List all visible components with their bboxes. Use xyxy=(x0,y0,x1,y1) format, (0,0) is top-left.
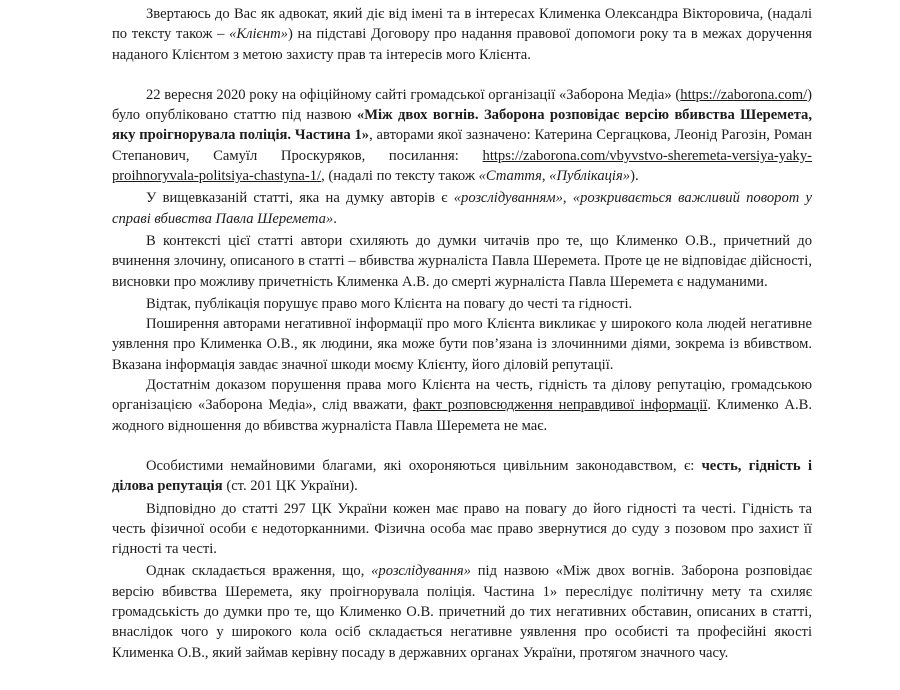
article-alias: «Стаття, «Публікація» xyxy=(478,168,631,185)
client-term: «Клієнт» xyxy=(229,26,288,43)
publication-text-c: , авторами якої зазначено: Катерина Сергацкова, Леонід Рагозін, Роман Степанович, Самуїл Проскуряков, посилання: xyxy=(112,127,812,164)
impression-text-b: під назвою «Між двох вогнів. Заборона розповідає версію вбивства Шеремета, яку проігнорувала поліція. Частина 1» переслідує політичну мету та схиляє громадськість до думки про те, що Клименко О.В. причетний до тих негативних обставин, описаних в статті, внаслідок чого у широкого кола осіб складається негативне уявлення про особисті та професійні якості Клименка О.В., який займав керівну посаду в державних органах України, протягом значного часу. xyxy=(112,563,812,661)
impression-text-a: Однак складається враження, що, xyxy=(146,563,372,580)
publication-text-b: ) було опубліковано статтю під назвою xyxy=(112,86,812,124)
publication-text-a: 22 вересня 2020 року на офіційному сайті громадської організації «Заборона Медіа» ( xyxy=(146,86,681,103)
context-text: В контексті цієї статті автори схиляють до думки читачів про те, що Клименко О.В., причетний до вчинення злочину, описаного в статті – вбивства журналіста Павла Шеремета. Проте це не відповідає дійсності, висновки про можливу причетність Клименка А.В. до смерті журналіста Павла Шеремета є надуманими. xyxy=(112,232,812,290)
paragraph-spread xyxy=(112,314,812,375)
article-link[interactable]: https://zaborona.com/vbyvstvo-sheremeta-versiya-yaky-proihnoryvala-politsiya-chastyna-1/ xyxy=(112,147,812,185)
evidence-text-a: Достатнім доказом порушення права мого Клієнта на честь, гідність та ділову репутацію, громадською організацією «Заборона Медіа», слід вважати, xyxy=(112,377,812,414)
publication-text-e: ). xyxy=(630,168,639,185)
evidence-underlined: факт розповсюдження неправдивої інформації xyxy=(412,397,708,414)
paragraph-impression xyxy=(112,561,812,662)
impression-term: «розслідування» xyxy=(371,563,471,580)
paragraph-context xyxy=(112,231,812,292)
investigation-text-c: . xyxy=(333,210,337,227)
rights-text-c: (ст. 201 ЦК України). xyxy=(222,478,358,495)
investigation-term: «розслідуванням» xyxy=(453,190,563,207)
paragraph-evidence xyxy=(112,375,812,436)
investigation-text-a: У вищевказаній статті, яка на думку авторів є xyxy=(146,190,454,207)
violation-text: Відтак, публікація порушує право мого Клієнта на повагу до честі та гідності. xyxy=(146,295,633,312)
paragraph-publication xyxy=(112,85,812,186)
paragraph-article-297 xyxy=(112,499,812,560)
evidence-text-b: . Клименко А.В. жодного відношення до вбивства журналіста Павла Шеремета не має. xyxy=(112,397,812,434)
site-link[interactable]: https://zaborona.com/ xyxy=(680,86,808,103)
intro-text-end: ) на підставі Договору про надання правової допомоги року та в межах доручення наданого Клієнтом з метою захисту прав та інтересів мого Клієнта. xyxy=(112,26,813,63)
rights-text-a: Особистими немайновими благами, які охороняються цивільним законодавством, є: xyxy=(146,457,702,474)
spread-text: Поширення авторами негативної інформації про мого Клієнта викликає у широкого кола людей негативне уявлення про Клименка О.В., як людини, яка може бути пов’язана із злочинними діями, зокрема із вбивством. Вказана інформація завдає значної шкоди моєму Клієнту, його діловій репутації. xyxy=(112,316,812,373)
paragraph-rights xyxy=(112,456,812,497)
investigation-quote: «розкривається важливий поворот у справі вбивства Павла Шеремета» xyxy=(112,190,812,227)
paragraph-violation xyxy=(112,294,812,314)
paragraph-investigation xyxy=(112,188,812,229)
publication-text-d: , (надалі по тексту також xyxy=(321,168,479,185)
investigation-text-b: , xyxy=(562,190,573,207)
rights-bold: честь, гідність і ділова репутація xyxy=(112,457,812,495)
paragraph-intro xyxy=(112,4,812,65)
article-297-text: Відповідно до статті 297 ЦК України кожен має право на повагу до його гідності та честі. Гідність та честь фізичної особи є недоторканними. Фізична особа має право звернутися до суду з позовом про захист її гідності та честі. xyxy=(112,500,812,558)
intro-text: Звертаюсь до Вас як адвокат, який діє від імені та в інтересах Клименка Олександра Вікторовича, (надалі по тексту також – xyxy=(112,6,812,43)
article-title: «Між двох вогнів. Заборона розповідає версію вбивства Шеремета, яку проігнорувала поліція. Частина 1» xyxy=(112,107,812,144)
